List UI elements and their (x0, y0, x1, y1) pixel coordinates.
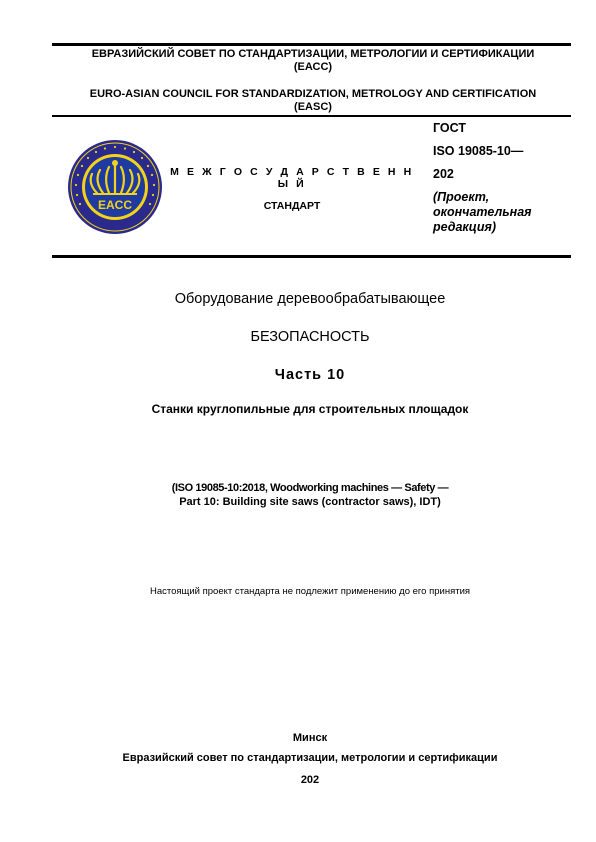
footer-year: 202 (300, 774, 320, 786)
easc-emblem-icon (67, 139, 163, 235)
standard-type (162, 166, 422, 212)
footer-city: Минск (292, 732, 328, 744)
status-line2: окончательная (433, 205, 532, 219)
title-safety: БЕЗОПАСНОСТЬ (250, 329, 370, 345)
council-ru (60, 48, 566, 74)
top-rule (52, 43, 571, 46)
gost-label: ГОСТ (433, 121, 466, 135)
council-en-line1: EURO-ASIAN COUNCIL FOR STANDARDIZATION, METROLOGY AND CERTIFICATION (89, 88, 537, 100)
council-ru-abbr: (ЕАСС) (293, 61, 333, 73)
standard-label: СТАНДАРТ (263, 200, 321, 212)
designation-year: 202 (433, 167, 454, 181)
iso-reference-line1: (ISO 19085-10:2018, Woodworking machines — Safety — (171, 482, 449, 494)
status-line3: редакция) (433, 220, 496, 234)
iso-reference-line2: Part 10: Building site saws (contractor saws), IDT) (179, 496, 441, 508)
council-ru-line1: ЕВРАЗИЙСКИЙ СОВЕТ ПО СТАНДАРТИЗАЦИИ, МЕТРОЛОГИИ И СЕРТИФИКАЦИИ (91, 48, 535, 60)
footer-publisher: Евразийский совет по стандартизации, метрологии и сертификации (122, 752, 498, 764)
status-line1: (Проект, (433, 190, 490, 204)
header-divider (52, 115, 571, 117)
designation (433, 121, 573, 235)
council-en-abbr: (EASC) (294, 101, 332, 113)
title-part: Часть 10 (274, 367, 346, 383)
council-en (60, 88, 566, 114)
interstate-label: М Е Ж Г О С У Д А Р С Т В Е Н Н Ы Й (170, 166, 414, 190)
easc-logo (67, 139, 163, 235)
draft-notice: Настоящий проект стандарта не подлежит применению до его принятия (149, 586, 471, 597)
title-block-rule (52, 255, 571, 258)
title-equipment: Оборудование деревообрабатывающее (174, 291, 446, 307)
logo-text: EACC (97, 198, 133, 212)
iso-number: ISO 19085-10— (433, 144, 524, 158)
title-subtitle: Станки круглопильные для строительных площадок (151, 402, 469, 416)
